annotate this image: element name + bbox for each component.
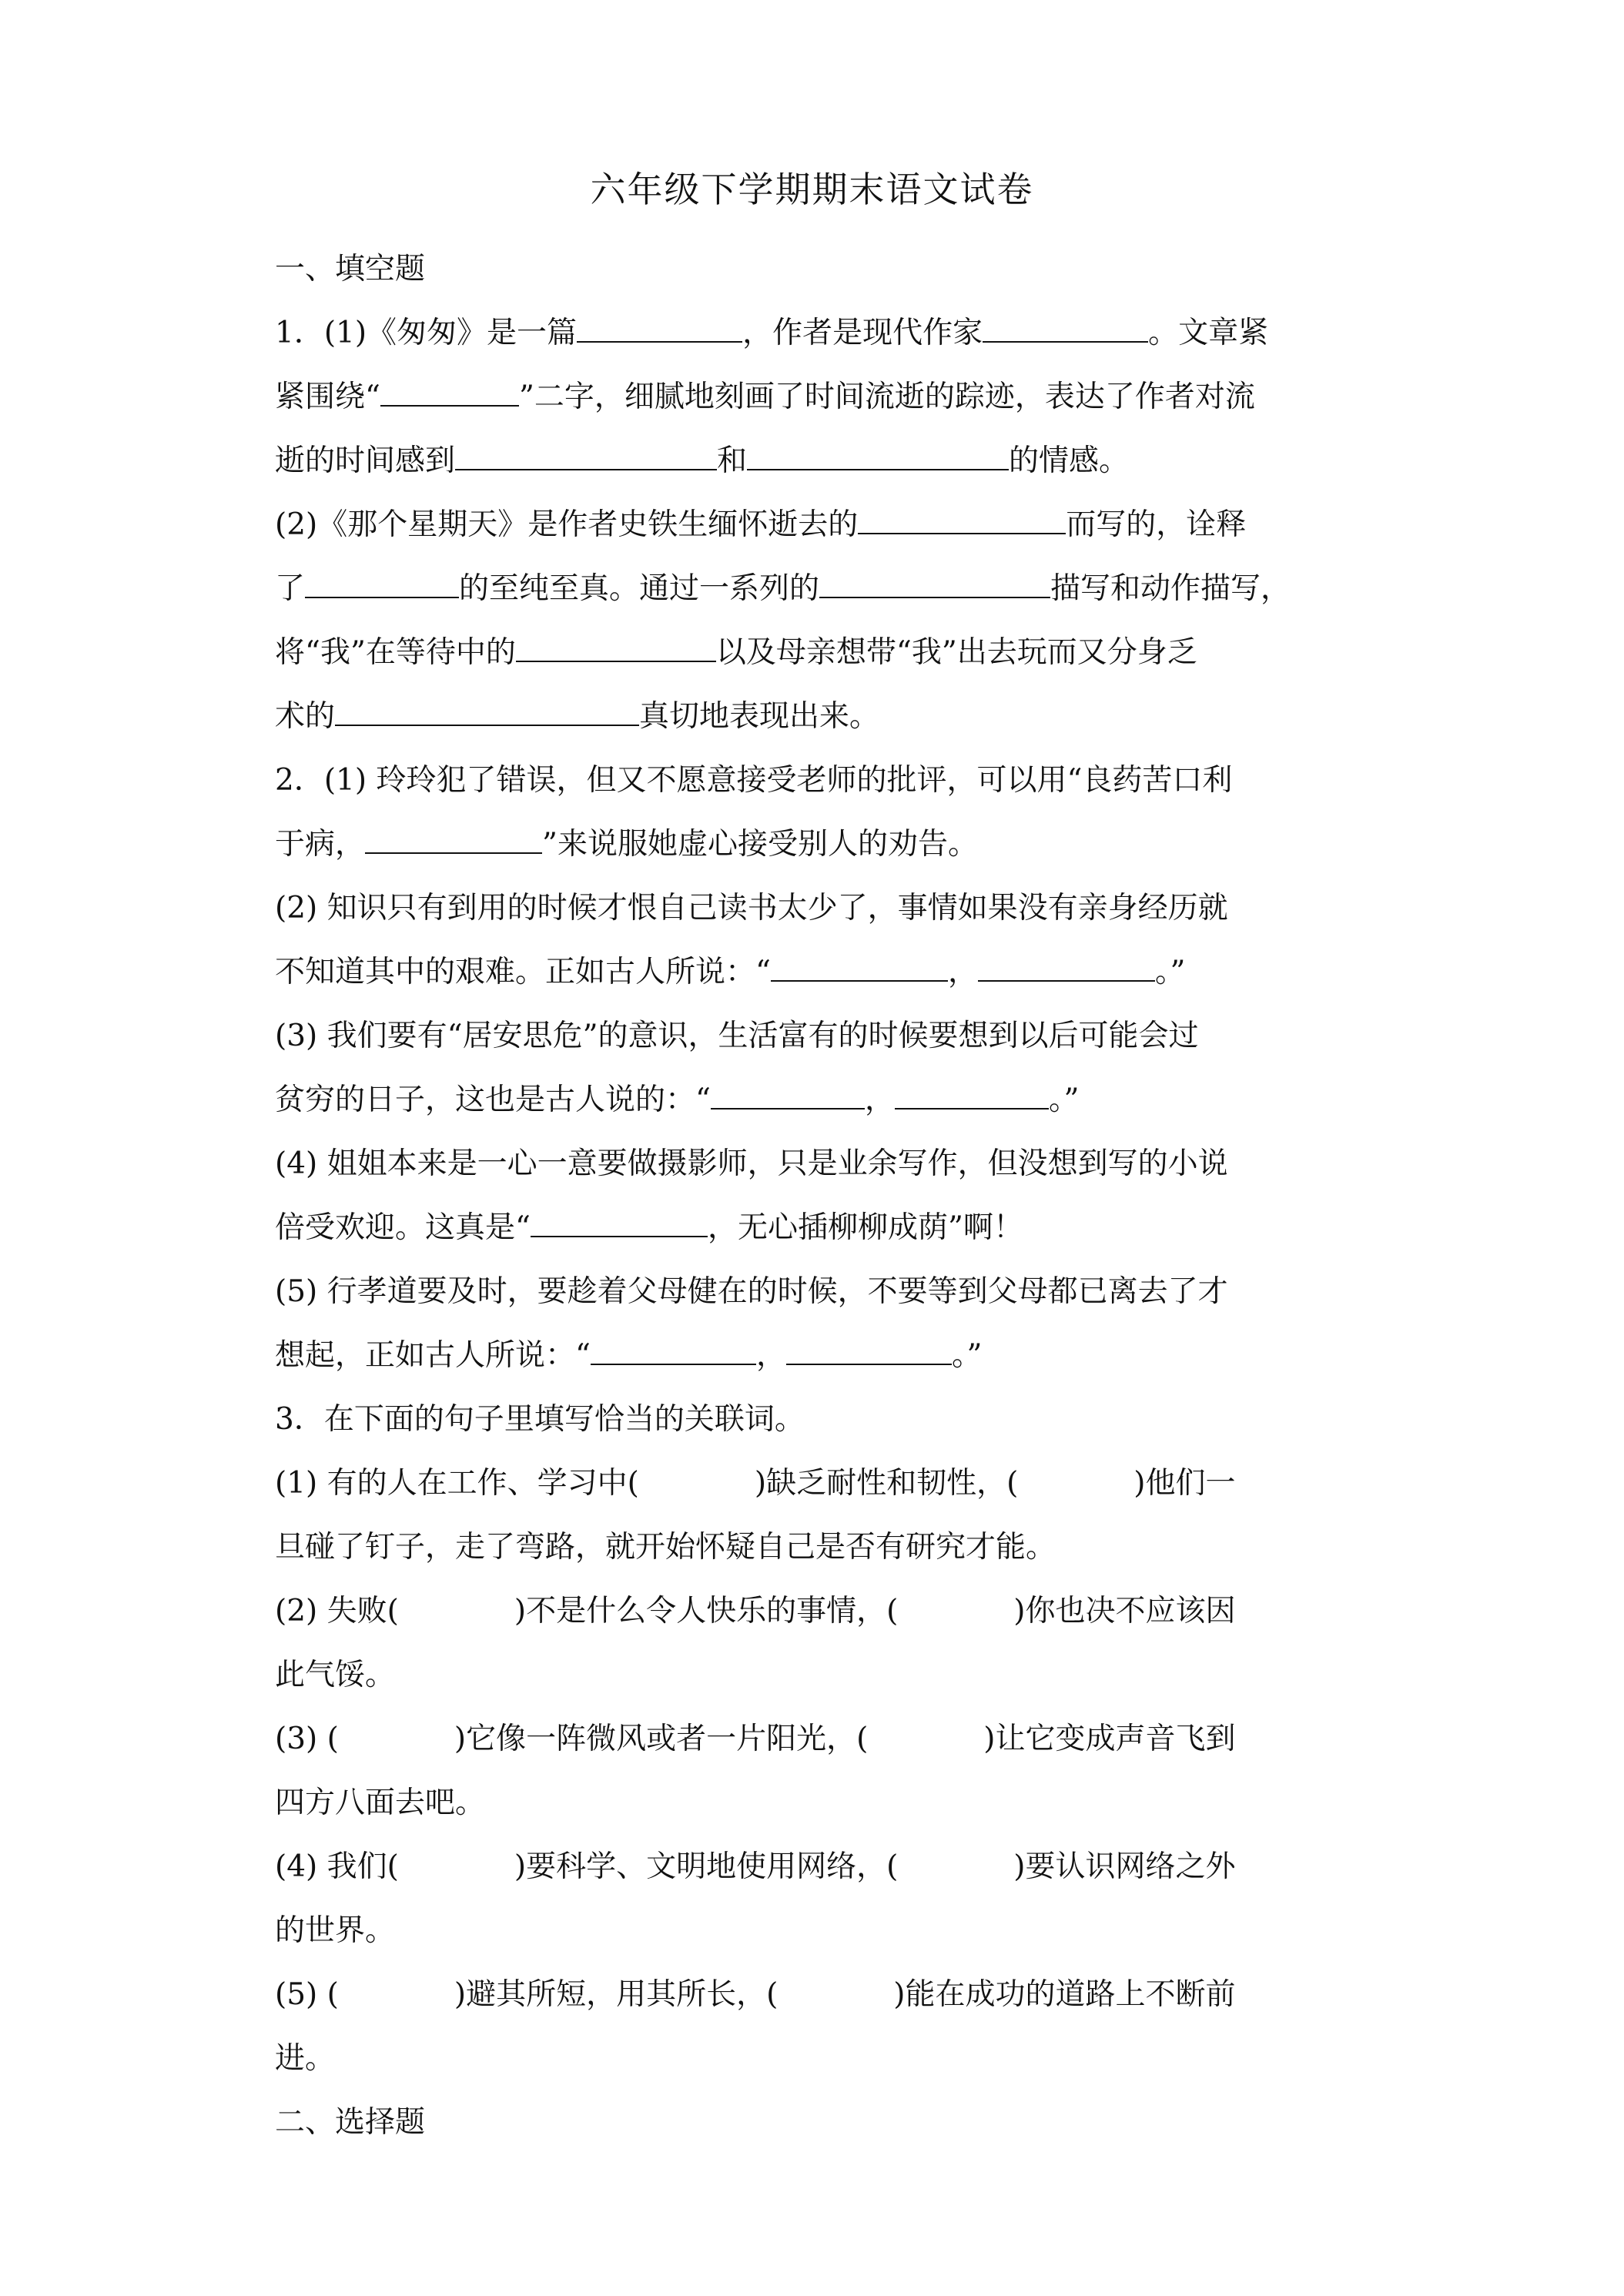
text: 描写和动作描写， bbox=[1050, 571, 1291, 606]
section-heading-multiple-choice bbox=[275, 2090, 1361, 2154]
text: (4) 姐姐本来是一心一意要做摄影师，只是业余写作，但没想到写的小说 bbox=[275, 1146, 1228, 1181]
q2-line-9 bbox=[275, 1260, 1361, 1324]
q2-line-10 bbox=[275, 1324, 1361, 1387]
text: 紧围绕“ bbox=[275, 380, 380, 414]
text: ， bbox=[864, 1083, 895, 1117]
answer-blank[interactable] bbox=[711, 1085, 865, 1110]
text: 将“我”在等待中的 bbox=[275, 635, 516, 670]
text: 。文章紧 bbox=[1148, 316, 1269, 350]
answer-blank[interactable] bbox=[983, 318, 1148, 343]
text: 2．(1) 玲玲犯了错误，但又不愿意接受老师的批评，可以用“良药苦口利 bbox=[275, 763, 1233, 798]
q3-intro bbox=[275, 1387, 1361, 1451]
text: (5) ( bbox=[275, 1977, 339, 2012]
q2-line-8 bbox=[275, 1196, 1361, 1260]
text: 。” bbox=[951, 1338, 983, 1373]
q1-line-2 bbox=[275, 365, 1361, 429]
text: 了 bbox=[275, 571, 306, 606]
section-heading-label: 一、填空题 bbox=[275, 252, 426, 286]
q2-line-1 bbox=[275, 748, 1361, 812]
q3-line-2 bbox=[275, 1515, 1361, 1579]
text: )避其所短，用其所长，( bbox=[454, 1977, 779, 2012]
text: 的世界。 bbox=[275, 1913, 396, 1948]
text: ， bbox=[947, 955, 978, 989]
answer-blank[interactable] bbox=[771, 957, 948, 982]
text: (4) 我们( bbox=[275, 1849, 399, 1884]
text: 进。 bbox=[275, 2041, 336, 2076]
text: (2)《那个星期天》是作者史铁生缅怀逝去的 bbox=[275, 507, 859, 542]
answer-blank[interactable] bbox=[978, 957, 1155, 982]
text: 术的 bbox=[275, 699, 336, 734]
q1-line-5 bbox=[275, 557, 1361, 621]
answer-blank[interactable] bbox=[335, 701, 639, 726]
text: 逝的时间感到 bbox=[275, 443, 456, 478]
text: )他们一 bbox=[1133, 1466, 1236, 1501]
answer-blank[interactable] bbox=[591, 1340, 756, 1365]
text: 旦碰了钉子，走了弯路，就开始怀疑自己是否有研究才能。 bbox=[275, 1530, 1056, 1565]
q1-line-6 bbox=[275, 621, 1361, 684]
q1-line-4 bbox=[275, 493, 1361, 557]
text: (3) ( bbox=[275, 1722, 339, 1756]
text: )要认识网络之外 bbox=[1013, 1849, 1236, 1884]
q3-line-9 bbox=[275, 1963, 1361, 2027]
text: 的至纯至真。通过一系列的 bbox=[459, 571, 820, 606]
q1-line-1 bbox=[275, 301, 1361, 365]
section-heading-fill-in bbox=[275, 237, 1361, 301]
q2-line-3 bbox=[275, 876, 1361, 940]
answer-blank[interactable] bbox=[305, 574, 459, 598]
answer-blank[interactable] bbox=[858, 510, 1066, 534]
q2-line-4 bbox=[275, 940, 1361, 1004]
text: (1) 有的人在工作、学习中( bbox=[275, 1466, 639, 1501]
exam-content bbox=[275, 237, 1361, 2154]
answer-blank[interactable] bbox=[577, 318, 742, 343]
text: 倍受欢迎。这真是“ bbox=[275, 1210, 531, 1245]
answer-blank[interactable] bbox=[380, 382, 519, 407]
q3-line-6 bbox=[275, 1771, 1361, 1835]
q2-line-7 bbox=[275, 1132, 1361, 1196]
text: )让它变成声音飞到 bbox=[983, 1722, 1236, 1756]
text: ”二字，细腻地刻画了时间流逝的踪迹，表达了作者对流 bbox=[518, 380, 1255, 414]
q3-line-3 bbox=[275, 1579, 1361, 1643]
answer-blank[interactable] bbox=[365, 829, 542, 854]
answer-blank[interactable] bbox=[516, 638, 716, 662]
text: )你也决不应该因 bbox=[1013, 1594, 1236, 1628]
text: 1．(1)《匆匆》是一篇 bbox=[275, 316, 578, 350]
text: 以及母亲想带“我”出去玩而又分身乏 bbox=[715, 635, 1197, 670]
text: (2) 失败( bbox=[275, 1594, 399, 1628]
text: ”来说服她虚心接受别人的劝告。 bbox=[542, 827, 978, 862]
text: )要科学、文明地使用网络，( bbox=[514, 1849, 899, 1884]
text: 不知道其中的艰难。正如古人所说：“ bbox=[275, 955, 771, 989]
page-title: 六年级下学期期末语文试卷 bbox=[590, 169, 1034, 210]
text: 想起，正如古人所说：“ bbox=[275, 1338, 591, 1373]
answer-blank[interactable] bbox=[786, 1340, 952, 1365]
answer-blank[interactable] bbox=[455, 446, 717, 470]
text: 四方八面去吧。 bbox=[275, 1786, 486, 1820]
q3-line-5 bbox=[275, 1707, 1361, 1771]
q2-line-2 bbox=[275, 812, 1361, 876]
text: 和 bbox=[717, 443, 748, 478]
text: )它像一阵微风或者一片阳光，( bbox=[454, 1722, 869, 1756]
section-heading-label: 二、选择题 bbox=[275, 2105, 426, 2140]
answer-blank[interactable] bbox=[895, 1085, 1049, 1110]
text: 此气馁。 bbox=[275, 1658, 396, 1692]
q1-line-7 bbox=[275, 684, 1361, 748]
text: 3．在下面的句子里填写恰当的关联词。 bbox=[275, 1402, 805, 1437]
text: (2) 知识只有到用的时候才恨自己读书太少了，事情如果没有亲身经历就 bbox=[275, 891, 1228, 925]
q1-line-3 bbox=[275, 429, 1361, 493]
text: )能在成功的道路上不断前 bbox=[893, 1977, 1236, 2012]
q3-line-7 bbox=[275, 1835, 1361, 1899]
text: )缺乏耐性和韧性，( bbox=[754, 1466, 1019, 1501]
q3-line-4 bbox=[275, 1643, 1361, 1707]
text: 贫穷的日子，这也是古人说的：“ bbox=[275, 1083, 711, 1117]
q2-line-5 bbox=[275, 1004, 1361, 1068]
answer-blank[interactable] bbox=[531, 1213, 708, 1237]
text: ，无心插柳柳成荫”啊！ bbox=[707, 1210, 1023, 1245]
text: (3) 我们要有“居安思危”的意识，生活富有的时候要想到以后可能会过 bbox=[275, 1019, 1199, 1053]
q3-line-1 bbox=[275, 1451, 1361, 1515]
text: ， bbox=[755, 1338, 786, 1373]
text: 。” bbox=[1048, 1083, 1080, 1117]
q2-line-6 bbox=[275, 1068, 1361, 1132]
text: 于病， bbox=[275, 827, 366, 862]
text: 。” bbox=[1154, 955, 1186, 989]
text: ，作者是现代作家 bbox=[742, 316, 983, 350]
text: 真切地表现出来。 bbox=[639, 699, 880, 734]
answer-blank[interactable] bbox=[747, 446, 1009, 470]
text: 的情感。 bbox=[1009, 443, 1130, 478]
q3-line-8 bbox=[275, 1899, 1361, 1963]
text: (5) 行孝道要及时，要趁着父母健在的时候，不要等到父母都已离去了才 bbox=[275, 1274, 1228, 1309]
text: 而写的，诠释 bbox=[1066, 507, 1247, 542]
q3-line-10 bbox=[275, 2027, 1361, 2090]
answer-blank[interactable] bbox=[819, 574, 1050, 598]
text: )不是什么令人快乐的事情，( bbox=[514, 1594, 899, 1628]
